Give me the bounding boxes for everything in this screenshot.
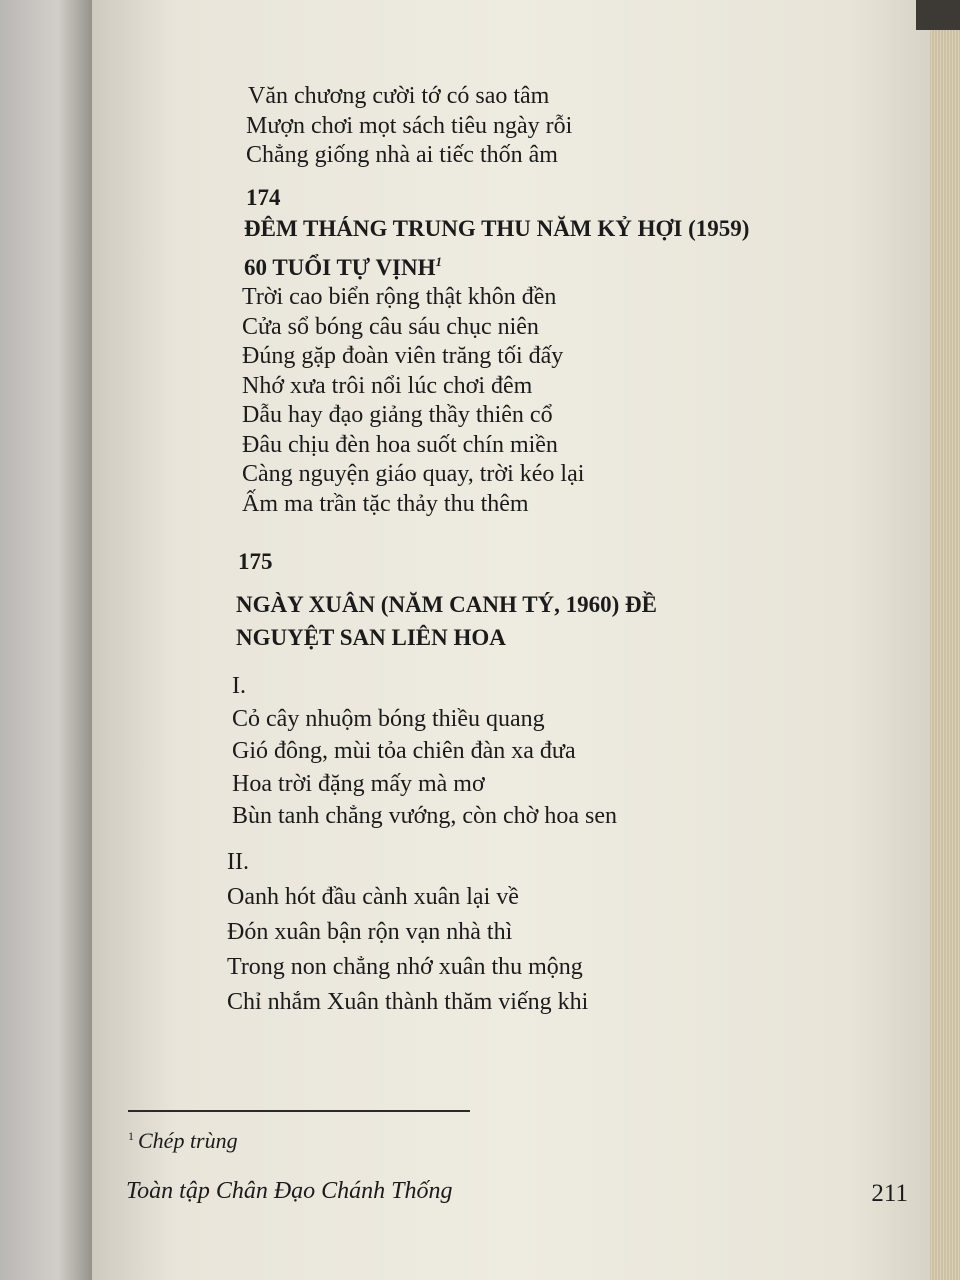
poem-175-part-2 [227, 845, 588, 1020]
title-line [244, 245, 749, 284]
footnote [128, 1128, 238, 1154]
verse-line: Mượn chơi mọt sách tiêu ngày rỗi [246, 112, 573, 139]
poem-174-body [242, 283, 584, 519]
footnote-text: Chép trùng [138, 1128, 238, 1153]
verse-line: Cỏ cây nhuộm bóng thiều quang [232, 705, 545, 732]
verse-line: Trời cao biển rộng thật khôn đền [242, 284, 557, 310]
poem-number-175: 175 [238, 549, 273, 574]
verse-line: Ấm ma trần tặc thảy thu thêm [242, 490, 529, 517]
poem-title-174 [244, 212, 749, 284]
opening-stanza [248, 82, 572, 171]
verse-line: Chẳng giống nhà ai tiếc thốn âm [246, 142, 558, 168]
verse-line: Đúng gặp đoàn viên trăng tối đấy [242, 343, 564, 369]
verse-line: Hoa trời đặng mấy mà mơ [232, 770, 485, 797]
footnote-marker: 1 [128, 1129, 134, 1143]
verse-line: Càng nguyện giáo quay, trời kéo lại [242, 461, 585, 487]
title-line: ĐÊM THÁNG TRUNG THU NĂM KỶ HỢI (1959) [244, 216, 750, 241]
verse-line: Nhớ xưa trôi nổi lúc chơi đêm [242, 372, 533, 399]
verse-line: Văn chương cười tớ có sao tâm [248, 83, 550, 109]
part-label: II. [227, 849, 249, 875]
verse-line: Oanh hót đầu cành xuân lại về [227, 884, 519, 910]
verse-line: Gió đông, mùi tỏa chiên đàn xa đưa [232, 738, 576, 764]
running-footer: Toàn tập Chân Đạo Chánh Thống [126, 1178, 453, 1204]
verse-line: Đâu chịu đèn hoa suốt chín miền [242, 431, 558, 458]
verse-line: Dẫu hay đạo giảng thầy thiên cổ [242, 402, 553, 428]
verse-line: Chỉ nhắm Xuân thành thăm viếng khi [227, 989, 589, 1015]
poem-number-174: 174 [246, 185, 281, 210]
verse-line: Trong non chẳng nhớ xuân thu mộng [227, 954, 583, 980]
title-text: 60 TUỔI TỰ VỊNH [244, 255, 436, 280]
poem-title-175 [236, 588, 657, 654]
background-corner [916, 0, 960, 30]
facing-page-edge [0, 0, 96, 1280]
footnote-reference: 1 [435, 254, 443, 269]
title-line: NGUYỆT SAN LIÊN HOA [236, 625, 506, 650]
page-number: 211 [871, 1180, 908, 1207]
title-line: NGÀY XUÂN (NĂM CANH TÝ, 1960) ĐỀ [236, 592, 658, 617]
page-stack-edge [930, 0, 960, 1280]
verse-line: Cửa sổ bóng câu sáu chục niên [242, 313, 539, 340]
poem-175-part-1 [232, 670, 617, 833]
part-label: I. [232, 673, 246, 699]
verse-line: Đón xuân bận rộn vạn nhà thì [227, 919, 513, 945]
footnote-divider [128, 1110, 470, 1112]
verse-line: Bùn tanh chẳng vướng, còn chờ hoa sen [232, 803, 617, 829]
